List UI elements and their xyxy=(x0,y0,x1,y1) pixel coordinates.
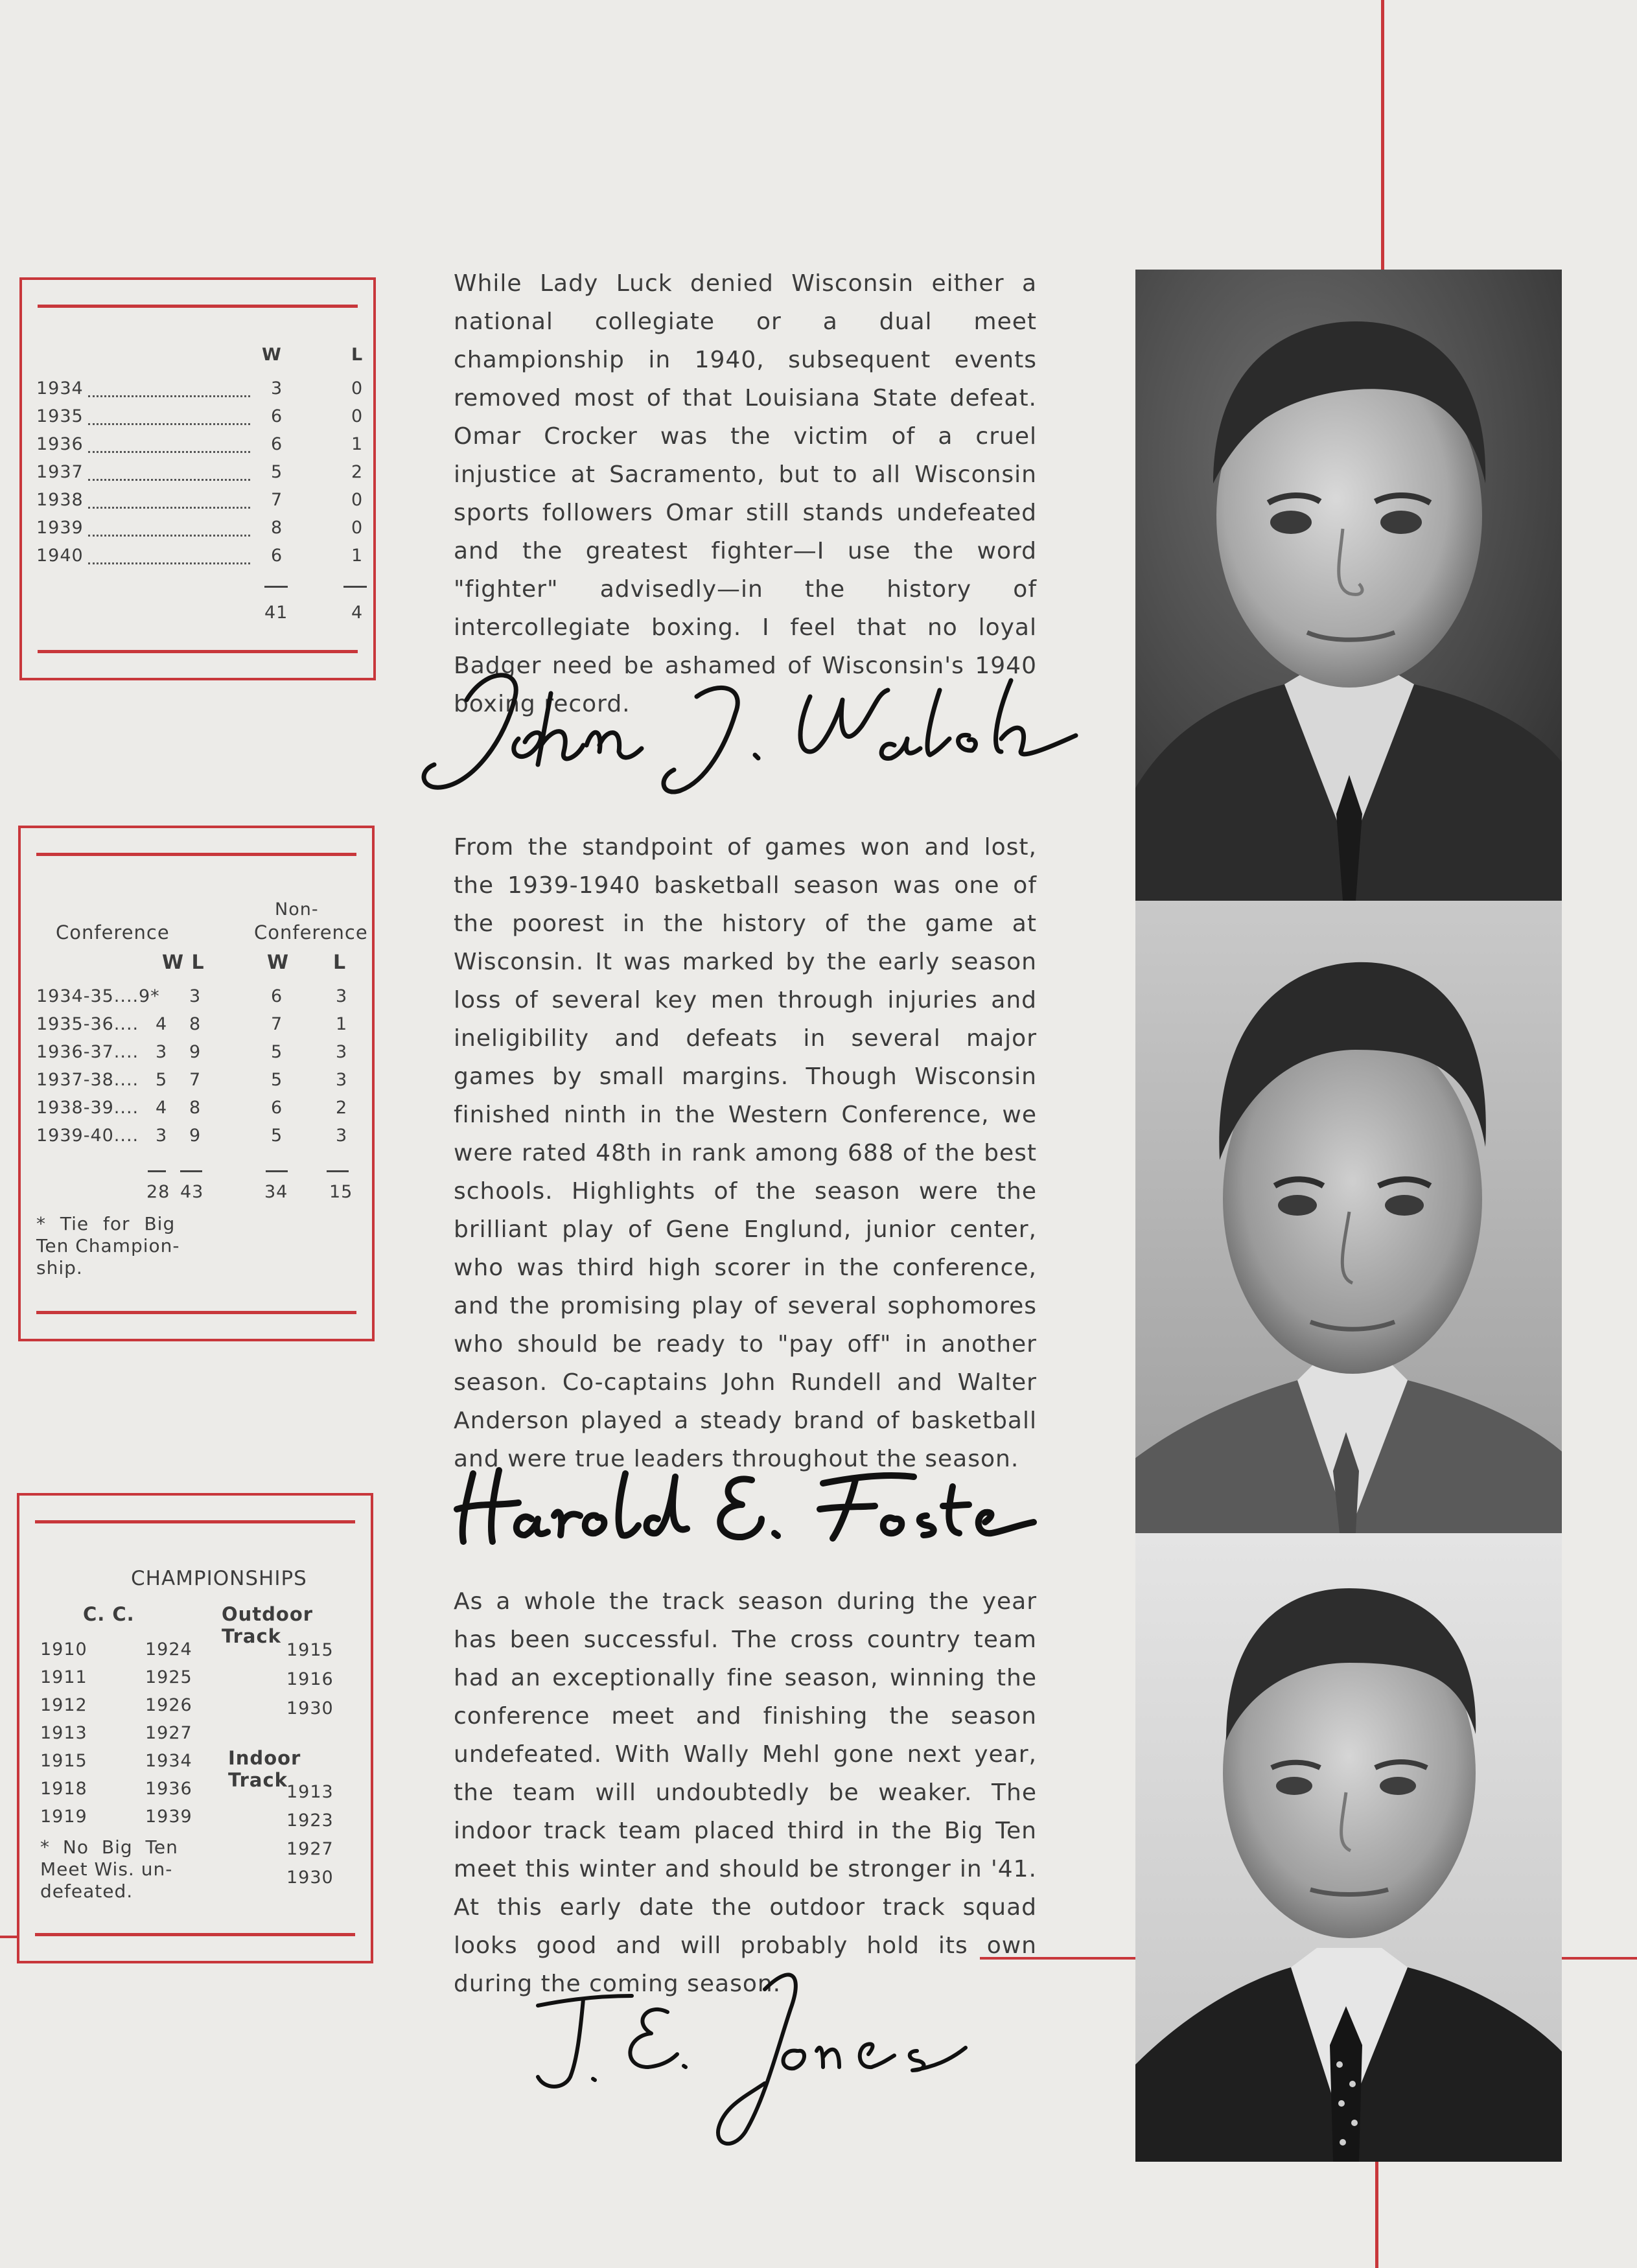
leader-dots xyxy=(88,451,250,453)
basketball-record-table xyxy=(36,899,367,1301)
indoor-column xyxy=(286,1778,334,1892)
losses: 0 xyxy=(351,490,364,510)
conf-losses: 8 xyxy=(189,1014,202,1034)
total-rule xyxy=(180,1170,202,1172)
conf-losses: 9 xyxy=(189,1042,202,1062)
leader-dots xyxy=(88,395,250,397)
indoor-year: 1930 xyxy=(286,1868,334,1888)
leader-dots xyxy=(88,507,250,509)
total-nonconf-wins: 34 xyxy=(264,1182,288,1202)
cc-year: 1913 xyxy=(40,1723,87,1743)
footnote-line: * No Big Ten xyxy=(40,1836,178,1858)
season: 1937-38.... xyxy=(36,1070,139,1090)
total-rule-l xyxy=(343,586,367,588)
wins: 7 xyxy=(271,490,283,510)
basketball-paragraph: From the standpoint of games won and lost, the 1939-1940 basketball season was one of the poorest in the history of the game at Wisconsin. It was marked by the early season loss of several key men through injuries and ineligibility and defeats in several major games by small margins. Though Wisconsin finished ninth in the Western Conference, we were rated 48th in rank among 688 of the best schools. Highlights of the season were the brilliant play of Gene Englund, junior center, who was third high scorer in the conference, and the promising play of several sophomores who should be ready to "pay off" in another season. Co-captains John Rundell and Walter Anderson played a steady brand of basketball and were true leaders throughout the season. xyxy=(454,834,1037,1472)
nonconf-losses: 2 xyxy=(336,1098,348,1118)
walsh-portrait-photo xyxy=(1135,270,1562,901)
championships-table xyxy=(40,1567,364,1930)
cc-year: 1919 xyxy=(40,1807,87,1827)
total-conf-losses: 43 xyxy=(180,1182,204,1202)
cc-year: 1936 xyxy=(145,1779,192,1799)
leader-dots xyxy=(88,479,250,481)
year: 1937 xyxy=(36,462,84,482)
year: 1936 xyxy=(36,434,84,454)
cc-year: 1910 xyxy=(40,1639,87,1660)
losses: 0 xyxy=(351,378,364,399)
wins: 8 xyxy=(271,518,283,538)
indoor-track-label: Indoor Track xyxy=(228,1747,301,1791)
indoor-year: 1927 xyxy=(286,1839,334,1859)
nonconf-losses: 3 xyxy=(336,1126,348,1146)
outdoor-year: 1930 xyxy=(286,1698,334,1718)
total-rule-w xyxy=(264,586,288,588)
cc-year: 1925 xyxy=(145,1667,192,1687)
losses: 0 xyxy=(351,406,364,426)
total-rule xyxy=(266,1170,288,1172)
nonconf-wins: 7 xyxy=(271,1014,283,1034)
conf-losses: 7 xyxy=(189,1070,202,1090)
conf-losses: 8 xyxy=(189,1098,202,1118)
boxing-paragraph: While Lady Luck denied Wisconsin either a national collegiate or a dual meet championship in 1940, subsequent events removed most of that Louisiana State defeat. Omar Crocker was the victim of a cruel injustice at Sacramento, but to all Wisconsin sports followers Omar still stands undefeated and the greatest fighter—I use the word "fighter" advisedly—in the history of intercollegiate boxing. I feel that no loyal Badger need be ashamed of Wisconsin's 1940 boxing record. xyxy=(454,270,1037,717)
season: 1934-35.... xyxy=(36,986,139,1006)
nonconf-losses: 3 xyxy=(336,986,348,1006)
nonconf-losses: 1 xyxy=(336,1014,348,1034)
cc-column-1 xyxy=(40,1636,87,1831)
season: 1938-39.... xyxy=(36,1098,139,1118)
losses: 2 xyxy=(351,462,364,482)
nonconf-col-l: L xyxy=(333,951,347,974)
nonconf-wins: 5 xyxy=(271,1042,283,1062)
footnote-line: ship. xyxy=(36,1257,83,1279)
season: 1939-40.... xyxy=(36,1126,139,1146)
losses: 1 xyxy=(351,434,364,454)
losses: 1 xyxy=(351,546,364,566)
boxing-record-box xyxy=(19,277,376,680)
cc-year: 1915 xyxy=(40,1751,87,1771)
conference-label: Conference xyxy=(56,921,170,943)
conf-wins: 5 xyxy=(156,1070,168,1090)
year: 1940 xyxy=(36,546,84,566)
frame-line-top-vertical xyxy=(1381,0,1384,271)
frame-line-bottom-vertical xyxy=(1375,2162,1378,2268)
leader-dots xyxy=(88,562,250,564)
frame-line-right-horizontal xyxy=(1562,1957,1637,1960)
basketball-record-box xyxy=(18,826,375,1341)
outdoor-year: 1915 xyxy=(286,1640,334,1660)
cc-year: 1912 xyxy=(40,1695,87,1715)
walsh-signature xyxy=(408,654,1089,810)
season: 1936-37.... xyxy=(36,1042,139,1062)
total-rule xyxy=(148,1170,166,1172)
jones-signature xyxy=(518,1963,985,2158)
leader-dots xyxy=(88,535,250,537)
championships-box xyxy=(17,1493,373,1963)
season: 1935-36.... xyxy=(36,1014,139,1034)
outdoor-column xyxy=(286,1636,334,1723)
year: 1935 xyxy=(36,406,84,426)
cc-year: 1927 xyxy=(145,1723,192,1743)
indoor-year: 1913 xyxy=(286,1782,334,1802)
col-header-l: L xyxy=(351,345,364,365)
cc-year: 1924 xyxy=(145,1639,192,1660)
foster-signature xyxy=(447,1454,1043,1551)
year: 1938 xyxy=(36,490,84,510)
outdoor-year: 1916 xyxy=(286,1669,334,1689)
nonconf-wins: 6 xyxy=(271,1098,283,1118)
jones-portrait-photo xyxy=(1135,1533,1562,2162)
conf-wins: 9* xyxy=(139,986,160,1006)
col-header-w: W xyxy=(262,345,282,365)
cc-year: 1939 xyxy=(145,1807,192,1827)
nonconf-wins: 5 xyxy=(271,1070,283,1090)
wins: 5 xyxy=(271,462,283,482)
box-rule-top xyxy=(35,1520,355,1523)
conf-wins: 3 xyxy=(156,1126,168,1146)
leader-dots xyxy=(88,423,250,425)
total-rule xyxy=(327,1170,349,1172)
conf-col-header: W L xyxy=(162,951,205,974)
cc-year: 1918 xyxy=(40,1779,87,1799)
wins: 6 xyxy=(271,406,283,426)
indoor-year: 1923 xyxy=(286,1811,334,1831)
cc-year: 1934 xyxy=(145,1751,192,1771)
box-rule-bottom xyxy=(36,1311,356,1314)
conf-wins: 4 xyxy=(156,1098,168,1118)
box-rule-top xyxy=(38,305,358,308)
wins: 6 xyxy=(271,434,283,454)
total-conf-wins: 28 xyxy=(146,1182,170,1202)
conf-wins: 3 xyxy=(156,1042,168,1062)
cc-year: 1926 xyxy=(145,1695,192,1715)
footnote-line: defeated. xyxy=(40,1880,134,1902)
cross-country-label: C. C. xyxy=(83,1603,135,1625)
nonconf-wins: 6 xyxy=(271,986,283,1006)
conf-losses: 9 xyxy=(189,1126,202,1146)
wins: 3 xyxy=(271,378,283,399)
nonconf-losses: 3 xyxy=(336,1070,348,1090)
track-paragraph: As a whole the track season during the year has been successful. The cross country team had an exceptionally fine season, winning the conference meet and finishing the season undefeated. With Wally Mehl gone next year, the team will undoubtedly be weaker. The indoor track team placed third in the Big Ten meet this winter and should be stronger in '41. At this early date the outdoor track squad looks good and will probably hold its own during the coming season. xyxy=(454,1588,1037,1997)
footnote-line: Meet Wis. un- xyxy=(40,1858,173,1880)
championships-title: CHAMPIONSHIPS xyxy=(131,1567,307,1590)
nonconference-label-line2: Conference xyxy=(254,921,368,943)
wins: 6 xyxy=(271,546,283,566)
conf-losses: 3 xyxy=(189,986,202,1006)
footnote-line: * Tie for Big xyxy=(36,1213,176,1234)
boxing-record-table xyxy=(36,345,367,656)
footnote-line: Ten Champion- xyxy=(36,1235,180,1256)
losses: 0 xyxy=(351,518,364,538)
total-losses: 4 xyxy=(351,603,364,623)
nonconf-col-w: W xyxy=(267,951,290,974)
nonconf-losses: 3 xyxy=(336,1042,348,1062)
cc-year: 1911 xyxy=(40,1667,87,1687)
outdoor-track-label: Outdoor Track xyxy=(222,1603,314,1647)
box-rule-bottom xyxy=(35,1933,355,1936)
box-rule-top xyxy=(36,853,356,856)
nonconference-label-line1: Non- xyxy=(275,899,319,920)
total-wins: 41 xyxy=(264,603,288,623)
foster-portrait-photo xyxy=(1135,901,1562,1533)
total-nonconf-losses: 15 xyxy=(329,1182,353,1202)
cc-column-2 xyxy=(145,1636,192,1831)
nonconf-wins: 5 xyxy=(271,1126,283,1146)
year: 1939 xyxy=(36,518,84,538)
conf-wins: 4 xyxy=(156,1014,168,1034)
footnote xyxy=(40,1836,189,1903)
year: 1934 xyxy=(36,378,84,399)
footnote xyxy=(36,1213,185,1279)
